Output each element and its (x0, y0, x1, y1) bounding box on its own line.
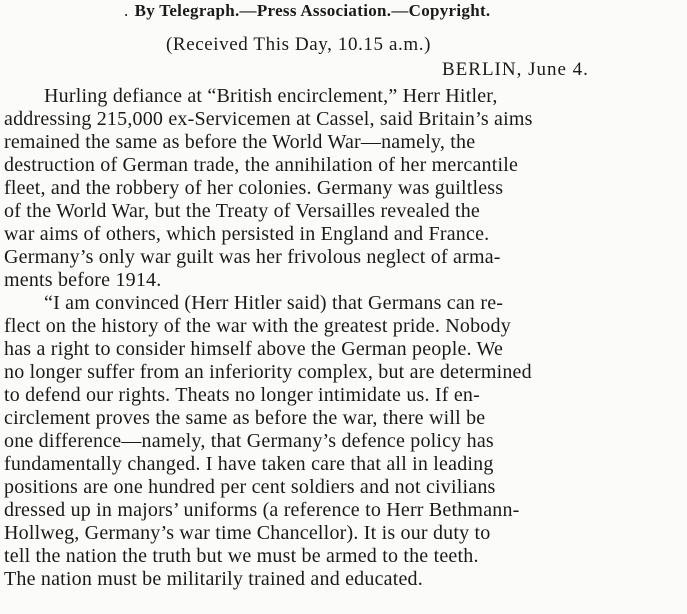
article-line: one difference—namely, that Germany’s defence policy has (4, 430, 494, 452)
article-line: “I am convinced (Herr Hitler said) that Germans can re- (44, 292, 504, 314)
article-line: The nation must be militarily trained and educated. (4, 568, 423, 590)
article-line: of the World War, but the Treaty of Versailles revealed the (4, 200, 480, 222)
article-line: dressed up in majors’ uniforms (a reference to Herr Bethmann- (4, 499, 520, 521)
dateline: BERLIN, June 4. (442, 59, 589, 80)
header-text: By Telegraph.—Press Association.—Copyright. (134, 1, 491, 20)
article-line: circlement proves the same as before the war, there will be (4, 407, 486, 429)
article-line: war aims of others, which persisted in England and France. (4, 223, 490, 245)
article-line: flect on the history of the war with the greatest pride. Nobody (4, 315, 511, 337)
article-line: Hurling defiance at “British encirclement,” Herr Hitler, (44, 85, 498, 107)
article-line: tell the nation the truth but we must be armed to the teeth. (4, 545, 479, 567)
article-line: no longer suffer from an inferiority complex, but are determined (4, 361, 532, 383)
header-prefix-dot: . (124, 1, 129, 20)
article-line: has a right to consider himself above the German people. We (4, 338, 504, 360)
received-time: (Received This Day, 10.15 a.m.) (166, 34, 432, 55)
wire-service-credit (124, 0, 490, 22)
article-line: destruction of German trade, the annihilation of her mercantile (4, 154, 519, 176)
article-line: Hollweg, Germany’s war time Chancellor). It is our duty to (4, 522, 491, 544)
article-line: to defend our rights. Theats no longer intimidate us. If en- (4, 384, 480, 406)
article-line: Germany’s only war guilt was her frivolous neglect of arma- (4, 246, 501, 268)
article-line: fundamentally changed. I have taken care that all in leading (4, 453, 494, 475)
article-line: fleet, and the robbery of her colonies. Germany was guiltless (4, 177, 504, 199)
article-line: addressing 215,000 ex-Servicemen at Cassel, said Britain’s aims (4, 108, 533, 130)
article-line: remained the same as before the World War—namely, the (4, 131, 476, 153)
article-line: positions are one hundred per cent soldiers and not civilians (4, 476, 496, 498)
article-line: ments before 1914. (4, 269, 162, 291)
